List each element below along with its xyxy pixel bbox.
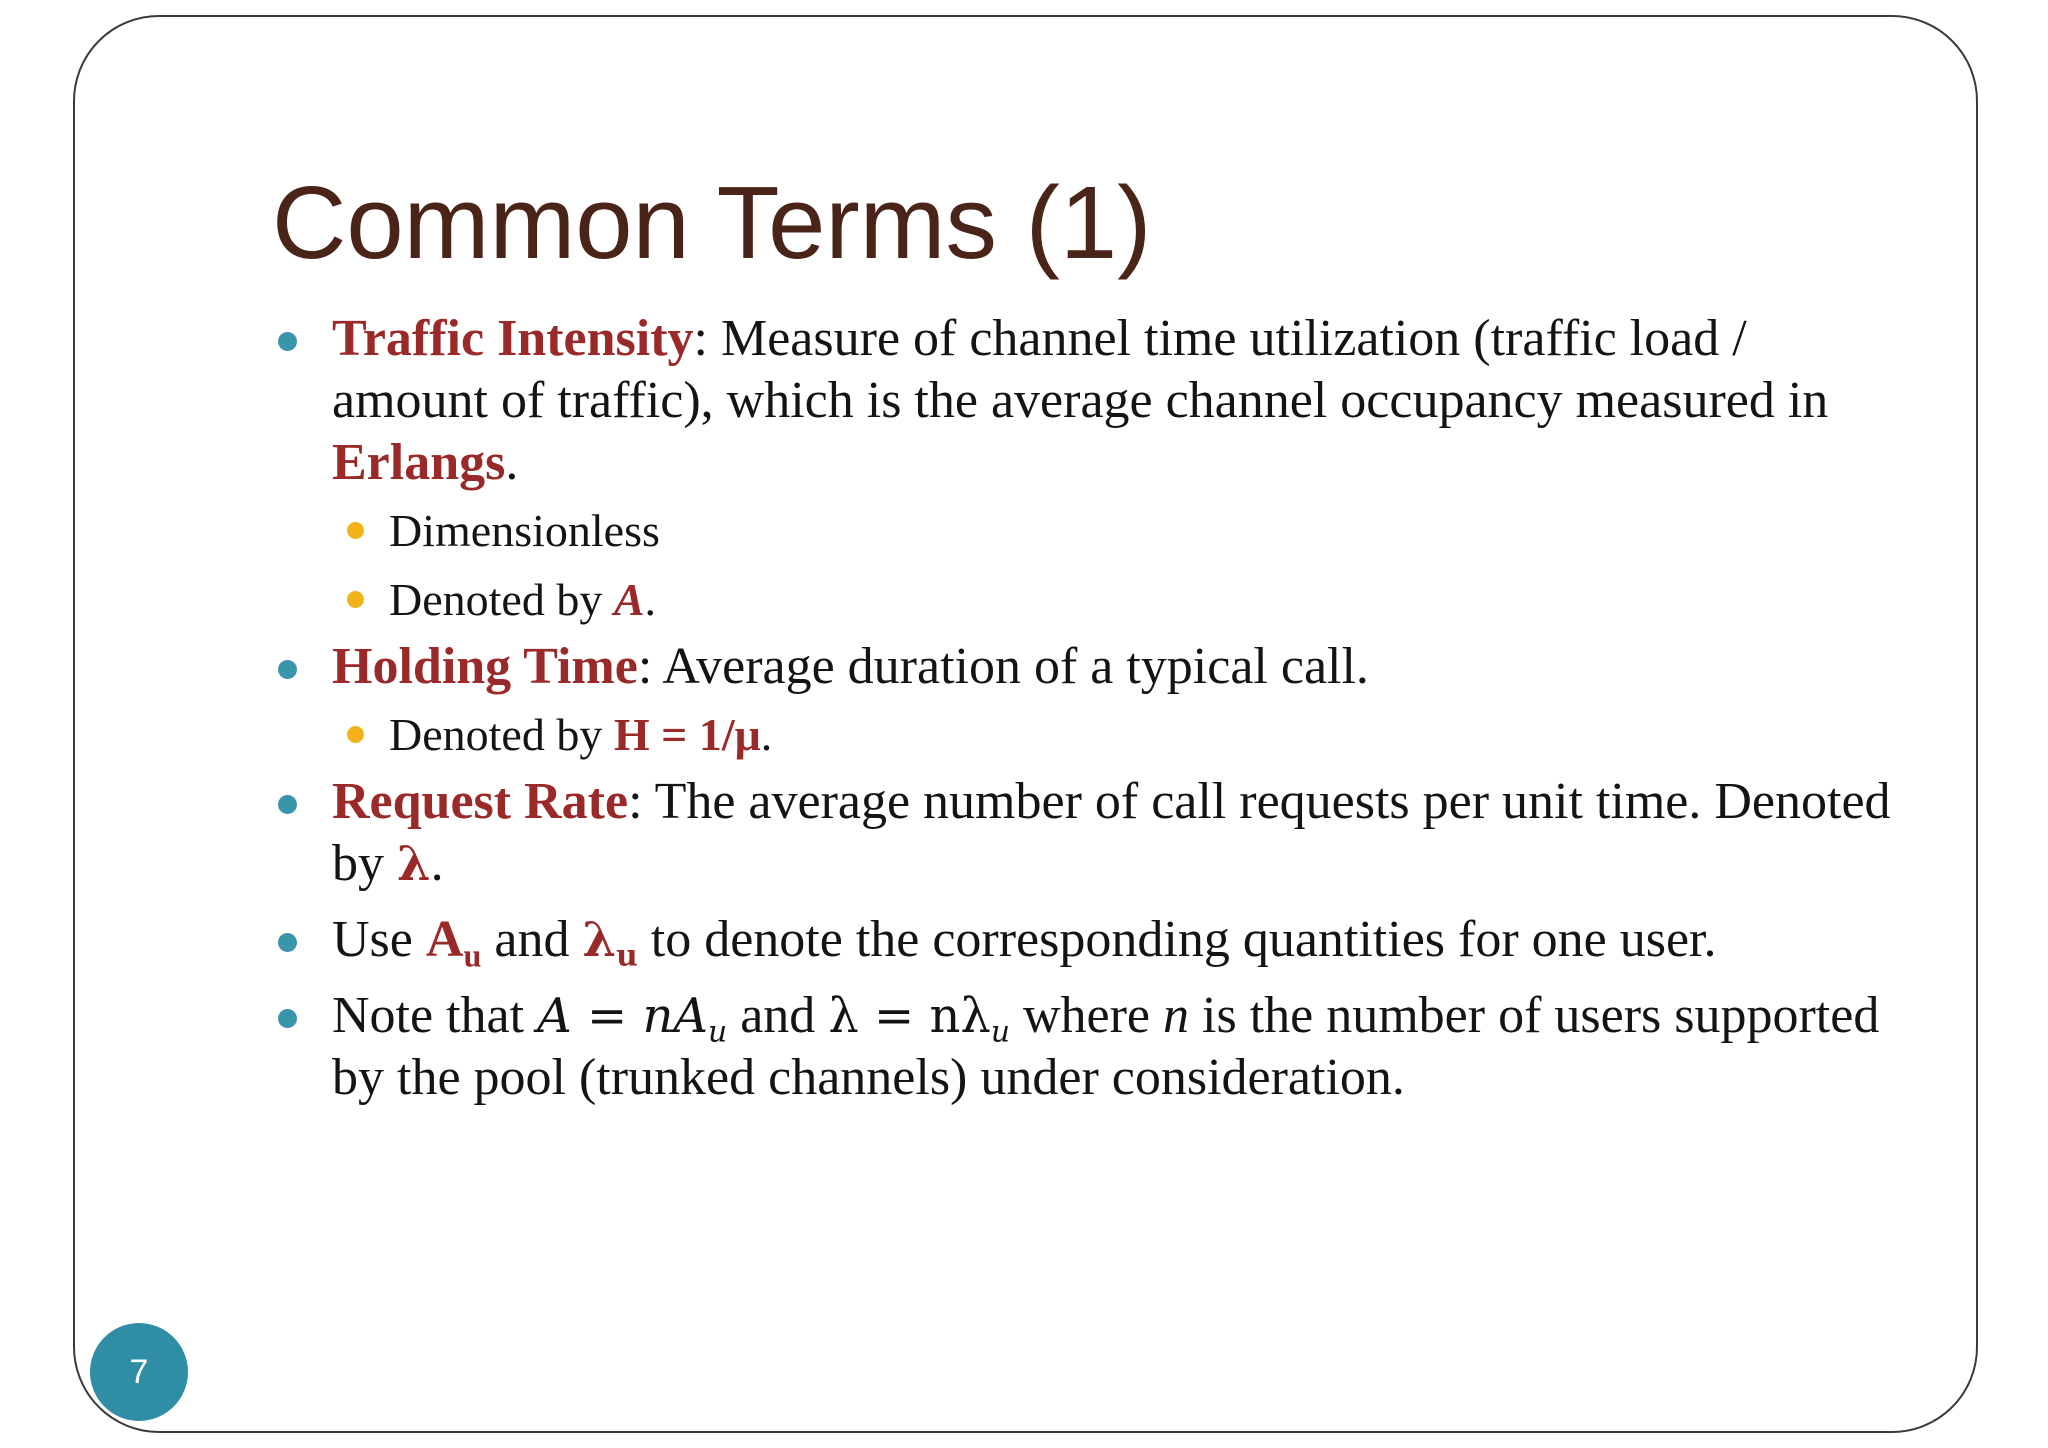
bullet-traffic-intensity <box>272 308 1912 494</box>
bullet-text: where <box>1009 987 1164 1044</box>
sub-bullet-text: Denoted by <box>389 709 614 760</box>
sub-bullet-denoted-a <box>272 565 1912 634</box>
symbol-lambda-base: λ <box>582 912 617 968</box>
symbol-a-u <box>425 911 482 974</box>
slide-content <box>272 308 1912 1109</box>
symbol-a-base: A <box>425 911 464 968</box>
sub-bullet-text: . <box>644 574 657 625</box>
symbol-a: A <box>613 574 645 625</box>
slide-title: Common Terms (1) <box>272 165 1152 280</box>
term-traffic-intensity: Traffic Intensity <box>332 310 694 367</box>
subscript-u: u <box>708 1014 728 1050</box>
sub-bullet-denoted-h <box>272 700 1912 769</box>
bullet-text: : The average number of call requests per unit time. Denoted by <box>332 773 1891 892</box>
equation-lambda-body: λ = nλ <box>828 988 991 1044</box>
bullet-text: is the number of users supported by the pool (trunked channels) under consideration. <box>332 987 1880 1106</box>
sub-bullet-dimensionless <box>272 496 1912 565</box>
bullet-holding-time <box>272 636 1912 698</box>
bullet-text: to denote the corresponding quantities for one user. <box>637 911 1717 968</box>
subscript-u: u <box>990 1014 1010 1050</box>
bullet-text: and <box>727 987 829 1044</box>
equation-a-body: A = nA <box>537 988 709 1044</box>
bullet-text: Use <box>332 911 426 968</box>
symbol-lambda-u <box>582 912 638 974</box>
bullet-text: . <box>430 835 444 892</box>
bullet-per-user-quantities <box>272 909 1912 974</box>
subscript-u: u <box>616 938 638 974</box>
equation-a <box>537 988 728 1050</box>
symbol-lambda: λ <box>397 836 431 892</box>
sub-bullet-text: . <box>760 709 773 760</box>
bullet-note-equations <box>272 985 1912 1109</box>
equation-lambda <box>828 988 1010 1050</box>
bullet-text: . <box>505 434 519 491</box>
variable-n: n <box>1163 987 1190 1044</box>
bullet-text: : Measure of channel time utilization (traffic load / amount of traffic), which is the average channel occupancy measured in <box>332 310 1829 429</box>
symbol-h-formula: H = 1/μ <box>613 709 761 760</box>
page-number-badge: 7 <box>90 1323 188 1421</box>
bullet-text: : Average duration of a typical call. <box>637 638 1369 695</box>
term-request-rate: Request Rate <box>332 773 629 830</box>
sub-bullet-text: Denoted by <box>389 574 614 625</box>
sub-bullet-text: Dimensionless <box>389 505 660 556</box>
bullet-text: Note that <box>332 987 538 1044</box>
subscript-u: u <box>463 937 482 974</box>
bullet-text: and <box>481 911 583 968</box>
bullet-request-rate <box>272 771 1912 895</box>
term-erlangs: Erlangs <box>332 434 506 491</box>
term-holding-time: Holding Time <box>332 638 638 695</box>
